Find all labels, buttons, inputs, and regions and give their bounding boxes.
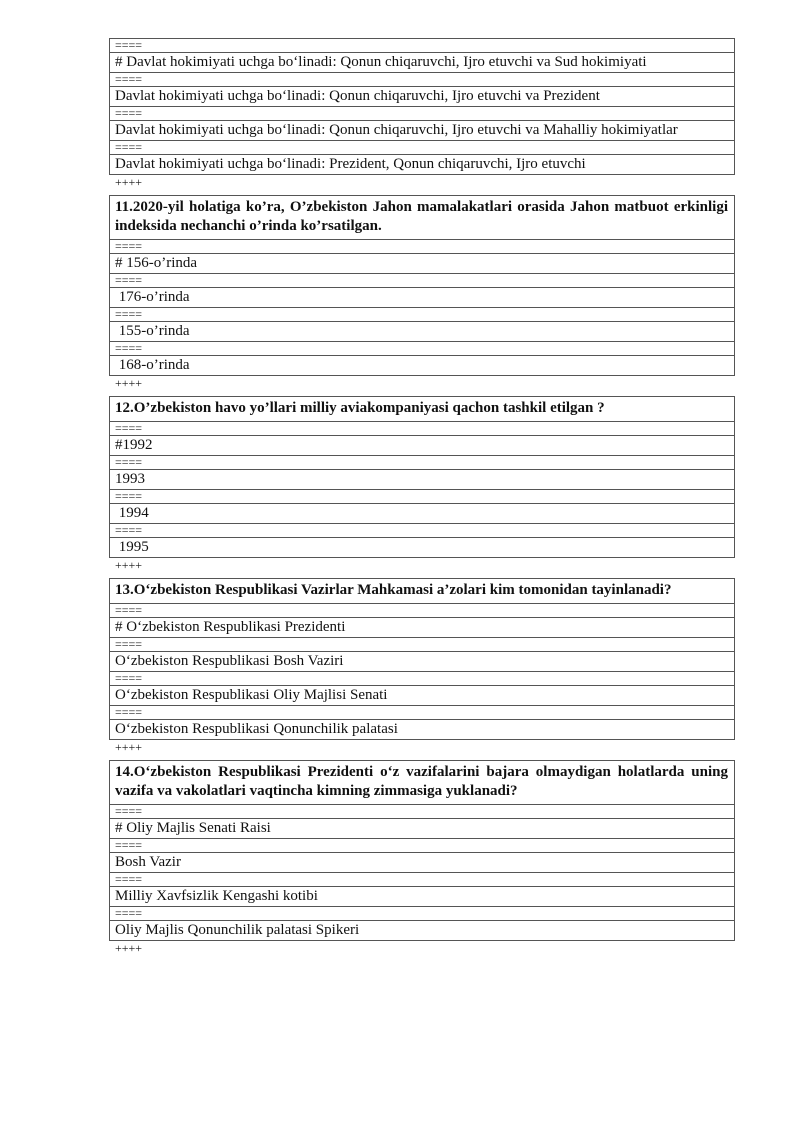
answer-option: Milliy Xavfsizlik Kengashi kotibi — [110, 887, 734, 907]
separator: ==== — [110, 839, 734, 853]
separator: ==== — [110, 141, 734, 155]
separator: ==== — [110, 308, 734, 322]
separator: ==== — [110, 240, 734, 254]
question-block-14 — [109, 760, 735, 941]
answer-option: Davlat hokimiyati uchga bo‘linadi: Qonun chiqaruvchi, Ijro etuvchi va Prezident — [110, 87, 734, 107]
separator: ==== — [110, 706, 734, 720]
separator: ==== — [110, 638, 734, 652]
answer-option: O‘zbekiston Respublikasi Bosh Vaziri — [110, 652, 734, 672]
end-marker: ++++ — [115, 376, 143, 390]
answer-option: 1994 — [110, 504, 734, 524]
end-marker: ++++ — [115, 175, 143, 189]
separator: ==== — [110, 73, 734, 87]
question-block-11 — [109, 195, 735, 376]
answer-option: O‘zbekiston Respublikasi Oliy Majlisi Senati — [110, 686, 734, 706]
end-marker: ++++ — [115, 740, 143, 754]
answer-option: Davlat hokimiyati uchga bo‘linadi: Qonun chiqaruvchi, Ijro etuvchi va Mahalliy hokimiyatlar — [110, 121, 734, 141]
separator: ==== — [110, 274, 734, 288]
answer-option: 168-o’rinda — [110, 356, 734, 376]
answer-option: # Oliy Majlis Senati Raisi — [110, 819, 734, 839]
question-title: 13.O‘zbekiston Respublikasi Vazirlar Mahkamasi a’zolari kim tomonidan tayinlanadi? — [110, 579, 734, 604]
separator: ==== — [110, 490, 734, 504]
separator: ==== — [110, 422, 734, 436]
answer-option: Bosh Vazir — [110, 853, 734, 873]
end-marker: ++++ — [115, 941, 143, 955]
separator: ==== — [110, 672, 734, 686]
separator: ==== — [110, 342, 734, 356]
answer-option: # 156-o’rinda — [110, 254, 734, 274]
question-block-12 — [109, 396, 735, 558]
answer-option: 1995 — [110, 538, 734, 558]
separator: ==== — [110, 907, 734, 921]
answer-option: O‘zbekiston Respublikasi Qonunchilik palatasi — [110, 720, 734, 740]
document-page — [109, 38, 735, 955]
answer-option: # O‘zbekiston Respublikasi Prezidenti — [110, 618, 734, 638]
answer-option: Davlat hokimiyati uchga bo‘linadi: Prezident, Qonun chiqaruvchi, Ijro etuvchi — [110, 155, 734, 175]
separator: ==== — [110, 456, 734, 470]
question-title: 11.2020-yil holatiga ko’ra, O’zbekiston Jahon mamalakatlari orasida Jahon matbuot erkinligi indeksida nechanchi o’rinda ko’rsatilgan. — [110, 196, 734, 240]
question-title: 12.O’zbekiston havo yo’llari milliy aviakompaniyasi qachon tashkil etilgan ? — [110, 397, 734, 422]
separator: ==== — [110, 524, 734, 538]
separator: ==== — [110, 805, 734, 819]
separator: ==== — [110, 107, 734, 121]
separator: ==== — [110, 873, 734, 887]
end-marker: ++++ — [115, 558, 143, 572]
answer-option: # Davlat hokimiyati uchga bo‘linadi: Qonun chiqaruvchi, Ijro etuvchi va Sud hokimiyati — [110, 53, 734, 73]
answer-option: #1992 — [110, 436, 734, 456]
answer-option: 1993 — [110, 470, 734, 490]
answer-option: 176-o’rinda — [110, 288, 734, 308]
question-title: 14.O‘zbekiston Respublikasi Prezidenti o‘z vazifalarini bajara olmaydigan holatlarda uning vazifa va vakolatlari vaqtincha kimning zimmasiga yuklanadi? — [110, 761, 734, 805]
answer-option: 155-o’rinda — [110, 322, 734, 342]
question-block-13 — [109, 578, 735, 740]
separator: ==== — [110, 39, 734, 53]
separator: ==== — [110, 604, 734, 618]
answer-option: Oliy Majlis Qonunchilik palatasi Spikeri — [110, 921, 734, 941]
answer-block-10 — [109, 38, 735, 175]
